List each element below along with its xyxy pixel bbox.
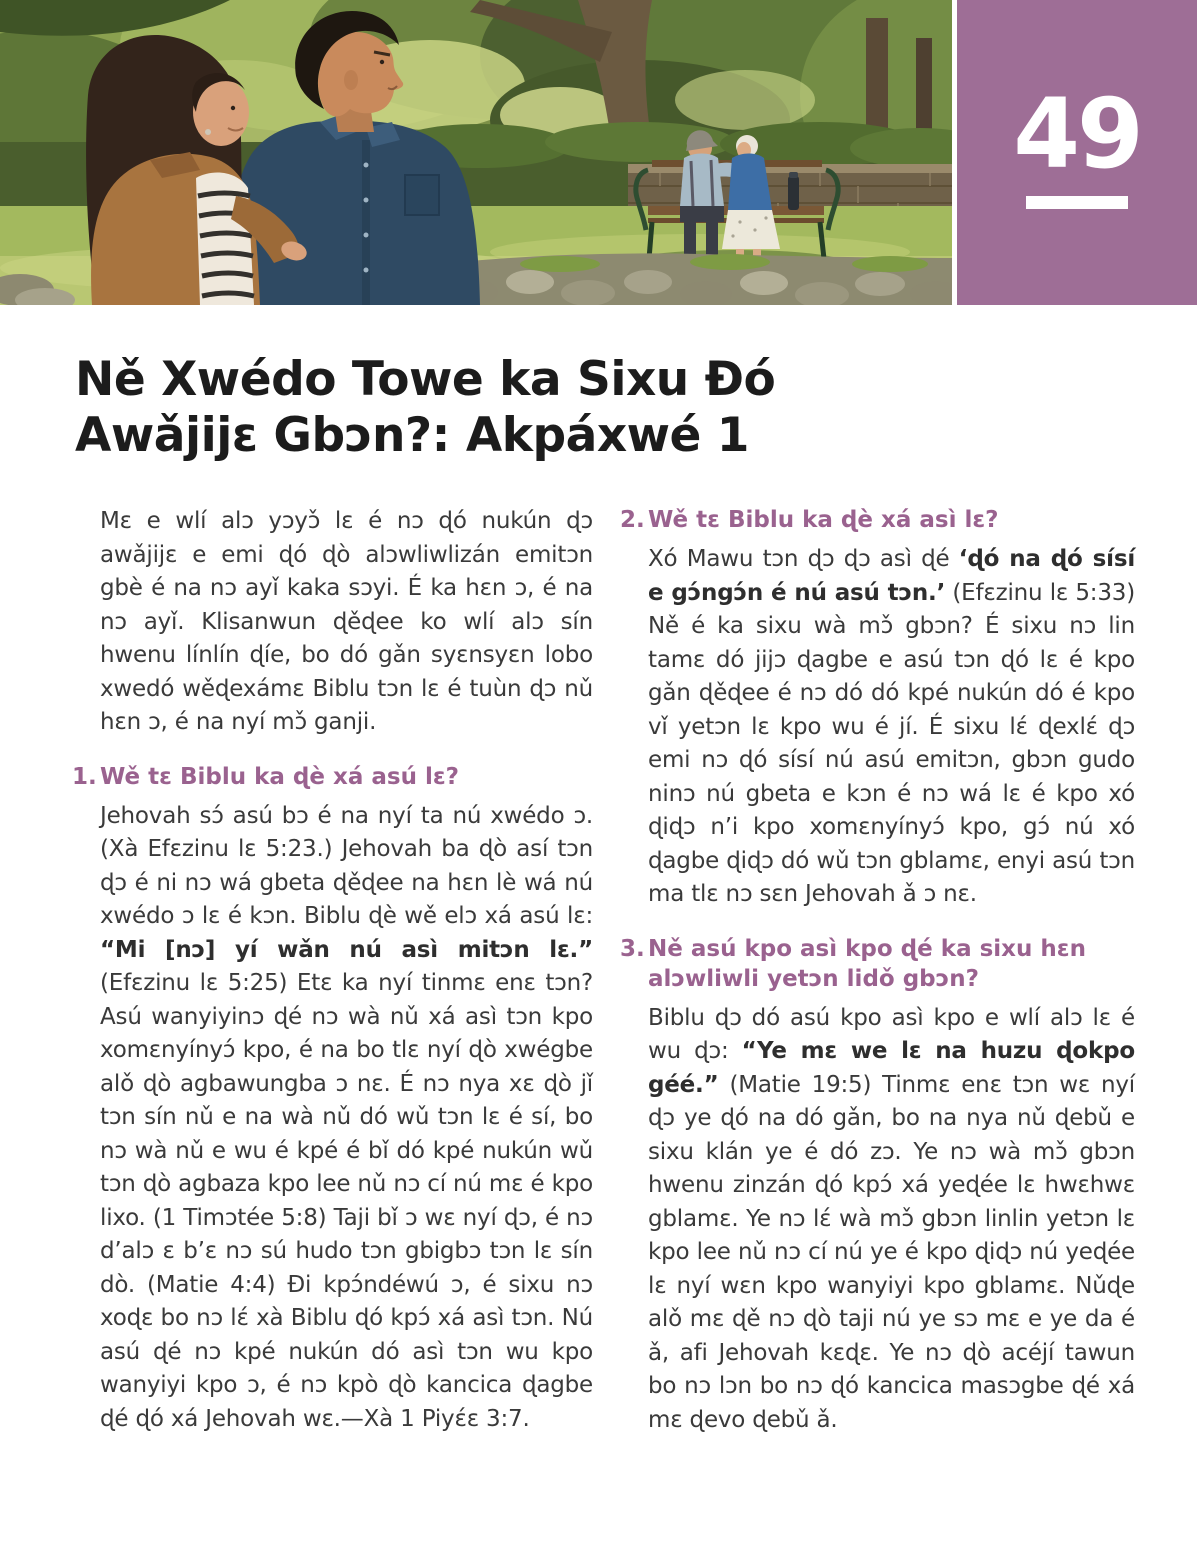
- paragraph-3-post: (Matie 19:5) Tinmɛ enɛ tɔn wɛ nyí ɖɔ ye ɖó na dó gǎn, bo na nya nǔ ɖebǔ e sixu klán ye é dó zɔ. Ye nɔ wà mɔ̌ gbɔn hwenu zinzán ɖó kpɔ́ xá yeɖée lɛ hwɛhwɛ gblamɛ. Ye nɔ lɛ́ wà mɔ̌ gbɔn linlin yetɔn lɛ kpo lee nǔ nɔ cí nú ye é kpo ɖiɖɔ nú yeɖée lɛ nyí wɛn kpo wanyiyi kpo gblamɛ. Nǔɖe alǒ mɛ ɖě nɔ ɖò taji nú ye sɔ mɛ e ye da é ǎ, afi Jehovah kɛɖɛ. Ye nɔ ɖò acéjí tawun bo nɔ lɔn bo nɔ ɖó kancica masɔgbe ɖé xá mɛ ɖevo ɖebǔ ǎ.: [648, 1071, 1135, 1433]
- hero-photo: [0, 0, 952, 305]
- paragraph-3: [648, 1002, 1135, 1438]
- paragraph-1-pre: Jehovah sɔ́ asú bɔ é na nyí ta nú xwédo ɔ. (Xà Efɛzinu lɛ 5:23.) Jehovah ba ɖò así tɔn ɖɔ é ni nɔ wá gbeta ɖěɖee na hɛn lè wá nú xwédo ɔ lɛ é kɔn. Biblu ɖè wě elɔ xá asú lɛ:: [100, 802, 593, 929]
- paragraph-2-post: (Efɛzinu lɛ 5:33) Ně é ka sixu wà mɔ̌ gbɔn? É sixu nɔ lin tamɛ dó jijɔ ɖagbe e asú tɔn ɖó lɛ é kpo gǎn ɖěɖee é nɔ dó dó kpé nukún dó é kpo vǐ yetɔn lɛ kpo wu é jí. É sixu lɛ́ ɖexlɛ́ ɖɔ emi nɔ ɖó sísí nú asú emitɔn, gbɔn gudo ninɔ nú gbeta e kɔn é nɔ wá lɛ é kpo xó ɖiɖɔ n’i kpo xomɛnyínyɔ́ kpo, gɔ́ nú xó ɖagbe ɖiɖɔ dó wǔ tɔn gblamɛ, enyi asú tɔn ma tlɛ nɔ sɛn Jehovah ǎ ɔ nɛ.: [648, 579, 1135, 907]
- question-3-number: 3.: [620, 935, 645, 962]
- page-title: [75, 352, 1200, 464]
- page-title-line2: Awǎjijɛ Gbɔn?: Akpáxwé 1: [75, 408, 749, 463]
- paragraph-2-pre: Xó Mawu tɔn ɖɔ ɖɔ asì ɖé: [648, 546, 959, 572]
- paragraph-1-quote: “Mi [nɔ] yí wǎn nú asì mitɔn lɛ.”: [100, 936, 593, 963]
- article-body: [72, 505, 1200, 1437]
- question-1-number: 1.: [72, 763, 97, 790]
- hero: [0, 0, 1200, 305]
- chapter-underline: [1026, 196, 1128, 209]
- column-right: [620, 505, 1136, 1437]
- question-3-label: Ně asú kpo asì kpo ɖé ka sixu hɛn alɔwliwli yetɔn lidǒ gbɔn?: [648, 935, 1086, 992]
- question-3: [620, 934, 1135, 994]
- intro-paragraph: Mɛ e wlí alɔ yɔyɔ̌ lɛ é nɔ ɖó nukún ɖɔ awǎjijɛ e emi ɖó ɖò alɔwliwlizán emitɔn gbè é na nɔ ayǐ kaka sɔyi. É ka hɛn ɔ, é na nɔ ayǐ. Klisanwun ɖěɖee ko wlí alɔ sín hwenu línlín ɖíe, bo dó gǎn syɛnsyɛn lobo xwedó wěɖexámɛ Biblu tɔn lɛ é tuùn ɖɔ nǔ hɛn ɔ, é na nyí mɔ̌ ganji.: [100, 508, 593, 735]
- question-2-label: Wě tɛ Biblu ka ɖè xá asì lɛ?: [648, 507, 999, 533]
- paragraph-2: [648, 543, 1135, 912]
- chapter-number: 49: [1013, 78, 1141, 190]
- paragraph-1: [100, 800, 593, 1437]
- paragraph-3-quote: “Ye mɛ we lɛ na huzu ɖokpo géé.”: [648, 1038, 1135, 1098]
- paragraph-2-quote: ‘ɖó na ɖó sísí e gɔ́ngɔ́n é nú asú tɔn.’: [648, 546, 1136, 606]
- paragraph-1-post: (Efɛzinu lɛ 5:25) Etɛ ka nyí tinmɛ enɛ tɔn? Asú wanyiyinɔ ɖé nɔ wà nǔ xá asì tɔn kpo xomɛnyínyɔ́ kpo, é na bo tlɛ nyí ɖò xwégbe alǒ ɖò agbawungba ɔ nɛ. É nɔ nya xɛ ɖò jǐ tɔn sín nǔ e na wà nǔ dó wǔ tɔn lɛ é sí, bo nɔ wà nǔ e wu é kpé é bǐ dó kpé nukún wǔ tɔn ɖò agbaza kpo lee nǔ nɔ cí nú mɛ é kpo lixo. (1 Timɔtée 5:8) Taji bǐ ɔ wɛ nyí ɖɔ, é nɔ d’alɔ ɛ b’ɛ nɔ sú hudo tɔn gbigbɔ tɔn lɛ sín dò. (Matie 4:4) Ɖi kpɔ́ndéwú ɔ, é sixu nɔ xoɖɛ bo nɔ lɛ́ xà Biblu ɖó kpɔ́ xá asì tɔn. Nú asú ɖé nɔ kpé nukún dó asì tɔn wu kpo wanyiyi kpo ɔ, é nɔ kpò ɖò kancica ɖagbe ɖé ɖó xá Jehovah wɛ.—Xà 1 Piyɛ́ɛ 3:7.: [100, 970, 593, 1432]
- question-1-label: Wě tɛ Biblu ka ɖè xá asú lɛ?: [100, 763, 460, 790]
- question-2-number: 2.: [620, 507, 645, 533]
- page-title-line1: Ně Xwédo Towe ka Sixu Ɖó: [75, 352, 776, 407]
- question-2: [620, 505, 1135, 535]
- paragraph-3-pre: Biblu ɖɔ dó asú kpo asì kpo e wlí alɔ lɛ é wu ɖɔ:: [648, 1004, 1135, 1064]
- question-1: [72, 762, 593, 792]
- chapter-number-badge: [957, 0, 1197, 305]
- column-left: [72, 505, 593, 1437]
